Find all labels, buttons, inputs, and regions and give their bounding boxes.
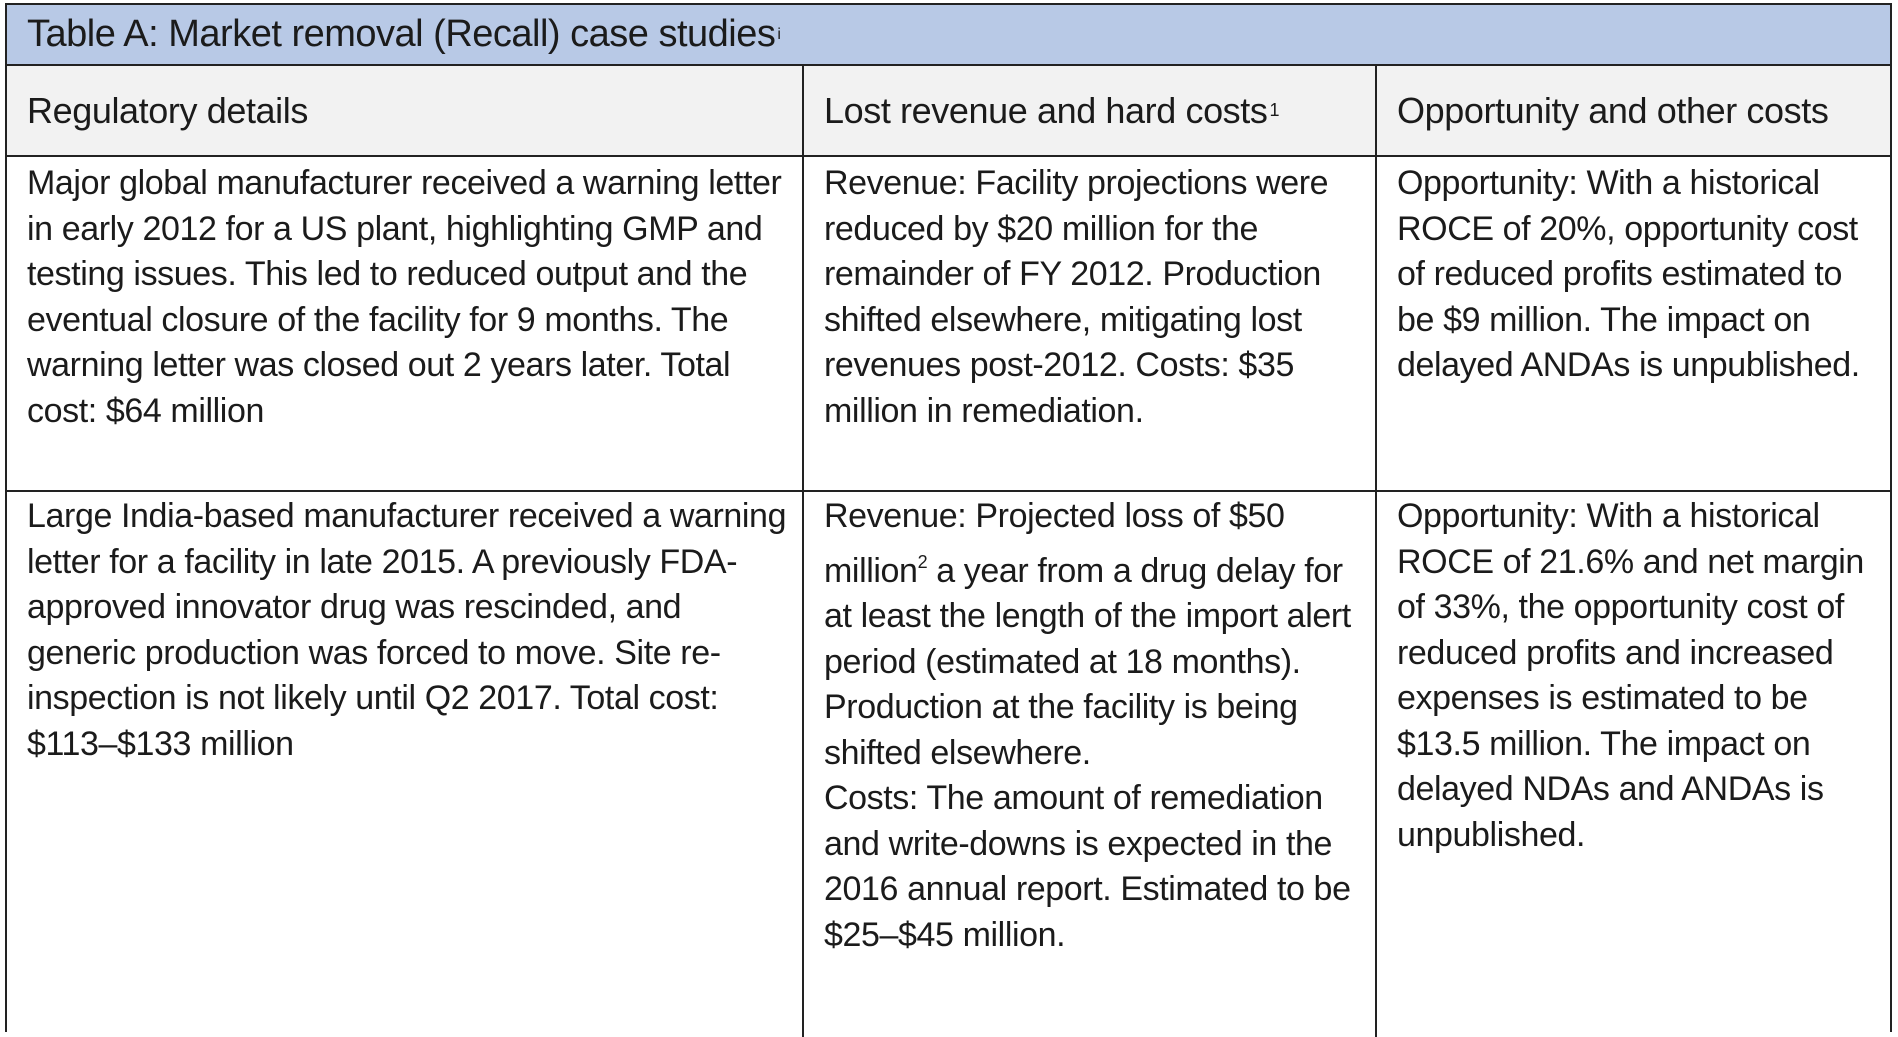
header-regulatory-details: Regulatory details <box>7 66 804 157</box>
revenue-footnote-marker: 2 <box>917 551 928 572</box>
title-footnote-marker: i <box>777 25 781 43</box>
row2-revenue-cell: Revenue: Projected loss of $50 million$^2$ a year from a drug delay for at least the length of the import alert period (estimated at 18 months). Production at the facility is being shifted elsewhere. Costs: The amount of remediation and write-downs is expected in the 2016 annual report. Estimated to be $25–$45 million. <box>804 492 1377 1037</box>
table-title-text: Table A: Market removal (Recall) case studies <box>27 13 776 55</box>
table-grid <box>7 66 1890 1037</box>
header-opportunity-costs: Opportunity and other costs <box>1377 66 1890 157</box>
row1-revenue-cell: Revenue: Facility projections were reduced by $20 million for the remainder of FY 2012. Production shifted elsewhere, mitigating lost revenues post-2012. Costs: $35 million in remediation. <box>804 157 1377 492</box>
row1-opportunity-cell: Opportunity: With a historical ROCE of 20%, opportunity cost of reduced profits estimated to be $9 million. The impact on delayed ANDAs is unpublished. <box>1377 157 1890 492</box>
case-study-table <box>5 3 1892 1032</box>
header-footnote-marker: 1 <box>1269 99 1280 120</box>
row2-opportunity-cell: Opportunity: With a historical ROCE of 21.6% and net margin of 33%, the opportunity cost of reduced profits and increased expenses is estimated to be $13.5 million. The impact on delayed NDAs and ANDAs is unpublished. <box>1397 497 1864 854</box>
row1-regulatory-cell: Major global manufacturer received a warning letter in early 2012 for a US plant, highlighting GMP and testing issues. This led to reduced output and the eventual closure of the facility for 9 months. The warning letter was closed out 2 years later. Total cost: $64 million <box>7 157 804 492</box>
row2-regulatory-cell: Large India-based manufacturer received a warning letter for a facility in late 2015. A previously FDA-approved innovator drug was rescinded, and generic production was forced to move. Site re-inspection is not likely until Q2 2017. Total cost: $113–$133 million <box>7 492 804 1037</box>
table-title <box>7 5 1890 66</box>
header-lost-revenue: Lost revenue and hard costs 1 <box>804 66 1377 157</box>
